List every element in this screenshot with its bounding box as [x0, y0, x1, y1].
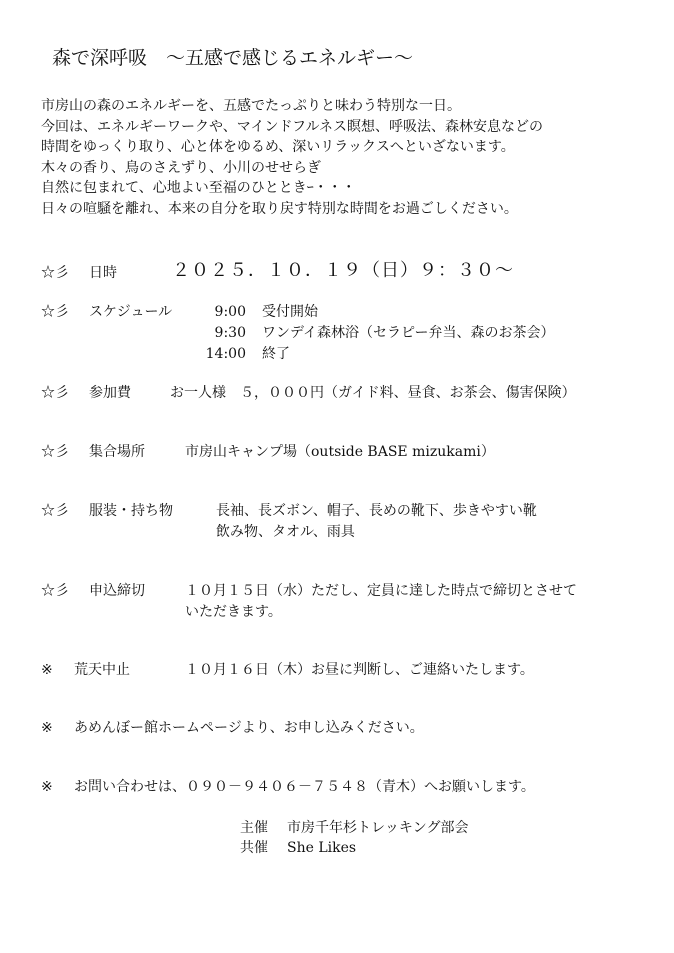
- page-title: 森で深呼吸 ～五感で感じるエネルギー～: [52, 47, 414, 69]
- intro-line: 市房山の森のエネルギーを、五感でたっぷりと味わう特別な一日。: [41, 98, 461, 114]
- fee-label: 参加費: [89, 385, 131, 401]
- rain-value: １０月１６日（木）お昼に判断し、ご連絡いたします。: [185, 662, 534, 678]
- intro-line: 自然に包まれて、心地よい至福のひとときｰ・・・: [41, 180, 356, 196]
- clothing-value: 飲み物、タオル、雨具: [216, 524, 355, 540]
- fee-value: お一人様 ５，０００円（ガイド料、昼食、お茶会、傷害保険）: [170, 385, 576, 401]
- rain-label: 荒天中止: [74, 662, 130, 678]
- deadline-label: 申込締切: [89, 583, 145, 599]
- intro-line: 日々の喧騒を離れ、本来の自分を取り戻す特別な時間をお過ごしください。: [41, 200, 518, 217]
- intro-line: 時間をゆっくり取り、心と体をゆるめ、深いリラックスへといざないます。: [41, 139, 515, 155]
- deadline-value: １０月１５日（水）ただし、定員に達した時点で締切とさせて: [185, 583, 577, 599]
- cohost-value: She Likes: [287, 840, 357, 856]
- apply-note: あめんぼー館ホームページより、お申し込みください。: [74, 720, 424, 736]
- schedule-label: スケジュール: [89, 304, 173, 320]
- schedule-item: ワンデイ森林浴（セラピー弁当、森のお茶会）: [262, 325, 555, 341]
- venue-value: 市房山キャンプ場（outside BASE mizukami）: [185, 444, 495, 460]
- clothing-label: 服装・持ち物: [89, 503, 173, 519]
- contact-note: お問い合わせは、０９０－９４０６－７５４８（青木）へお願いします。: [74, 779, 535, 795]
- schedule-time: 9:30: [214, 325, 246, 341]
- note-mark-icon: ※: [41, 779, 53, 795]
- schedule-time: 14:00: [205, 346, 246, 362]
- deadline-value: いただきます。: [185, 604, 282, 620]
- organizer-value: 市房千年杉トレッキング部会: [287, 820, 469, 836]
- intro-paragraph: [41, 96, 661, 219]
- schedule-item: 受付開始: [262, 304, 318, 320]
- star-bullet-icon: ☆彡: [41, 385, 69, 401]
- organizer-label: 主催: [240, 820, 268, 836]
- date-value: ２０２５．１０．１９（日）９：３０～: [172, 260, 514, 281]
- star-bullet-icon: ☆彡: [41, 503, 69, 519]
- star-bullet-icon: ☆彡: [41, 444, 69, 460]
- star-bullet-icon: ☆彡: [41, 265, 69, 281]
- schedule-time: 9:00: [214, 304, 246, 320]
- intro-line: 木々の香り、鳥のさえずり、小川のせせらぎ: [41, 159, 321, 176]
- date-label: 日時: [89, 265, 117, 281]
- note-mark-icon: ※: [41, 662, 53, 678]
- schedule-item: 終了: [262, 346, 290, 362]
- venue-label: 集合場所: [89, 444, 145, 460]
- clothing-value: 長袖、長ズボン、帽子、長めの靴下、歩きやすい靴: [216, 503, 537, 519]
- cohost-label: 共催: [240, 840, 268, 856]
- star-bullet-icon: ☆彡: [41, 583, 69, 599]
- star-bullet-icon: ☆彡: [41, 304, 69, 320]
- note-mark-icon: ※: [41, 720, 53, 736]
- intro-line: 今回は、エネルギーワークや、マインドフルネス瞑想、呼吸法、森林安息などの: [41, 118, 544, 135]
